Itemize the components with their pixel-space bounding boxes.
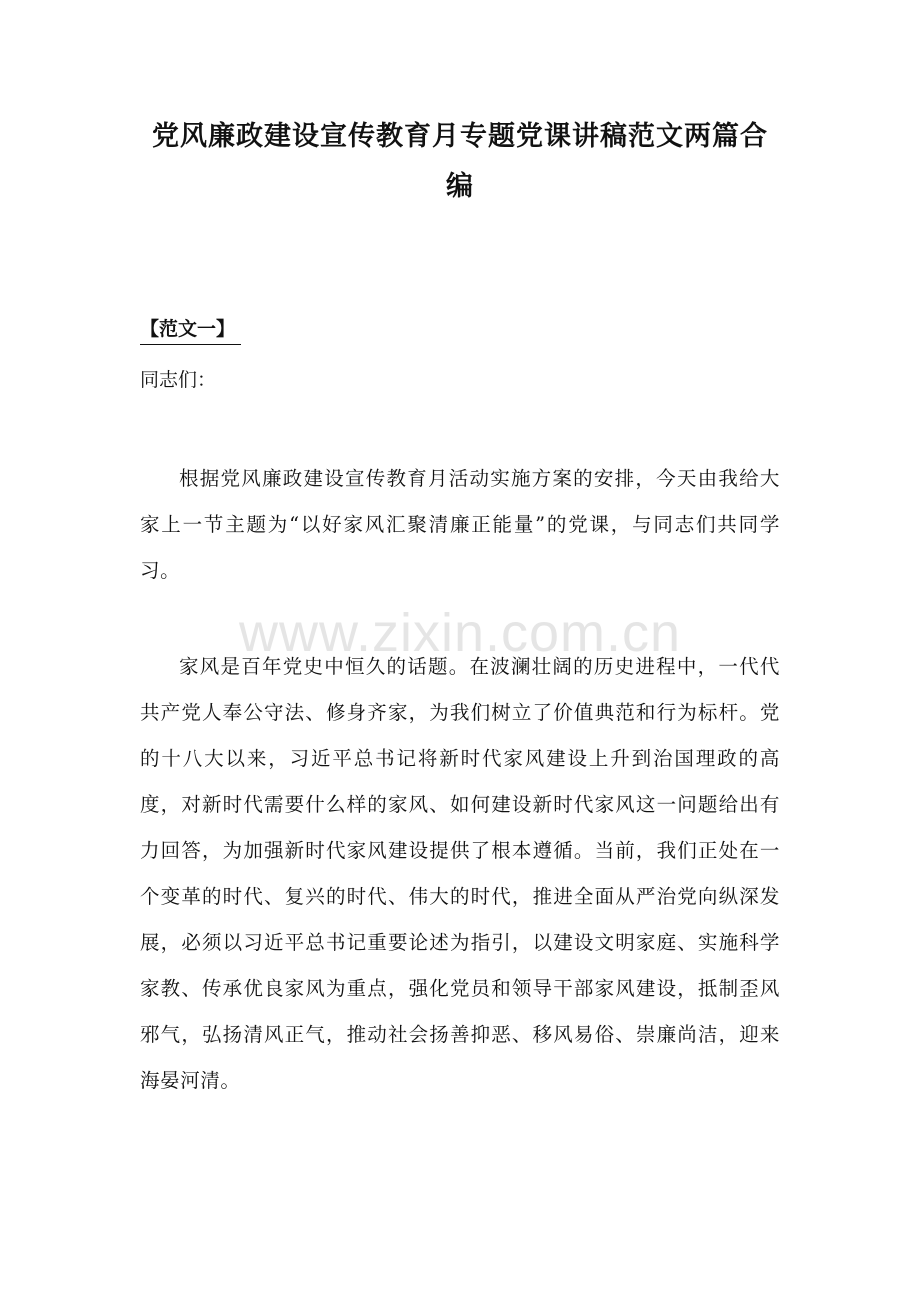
document-title: 党风廉政建设宣传教育月专题党课讲稿范文两篇合编 — [152, 121, 768, 202]
watermark: www.zixin.com.cn — [238, 603, 682, 663]
paragraph-intro: 根据党风廉政建设宣传教育月活动实施方案的安排，今天由我给大家上一节主题为“以好家风汇聚清廉正能量”的党课，与同志们共同学习。 — [140, 467, 780, 582]
paragraph-family-tradition: 家风是百年党史中恒久的话题。在波澜壮阔的历史进程中，一代代共产党人奉公守法、修身齐家，为我们树立了价值典范和行为标杆。党的十八大以来，习近平总书记将新时代家风建设上升到治国理政的高度，对新时代需要什么样的家风、如何建设新时代家风这一问题给出有力回答，为加强新时代家风建设提供了根本遵循。当前，我们正处在一个变革的时代、复兴的时代、伟大的时代，推进全面从严治党向纵深发展，必须以习近平总书记重要论述为指引，以建设文明家庭、实施科学家教、传承优良家风为重点，强化党员和领导干部家风建设，抵制歪风邪气，弘扬清风正气，推动社会扬善抑恶、移风易俗、崇廉尚洁，迎来海晏河清。 — [140, 655, 780, 1092]
salutation: 同志们： — [140, 369, 217, 391]
section-heading: 【范文一】 — [140, 314, 241, 345]
